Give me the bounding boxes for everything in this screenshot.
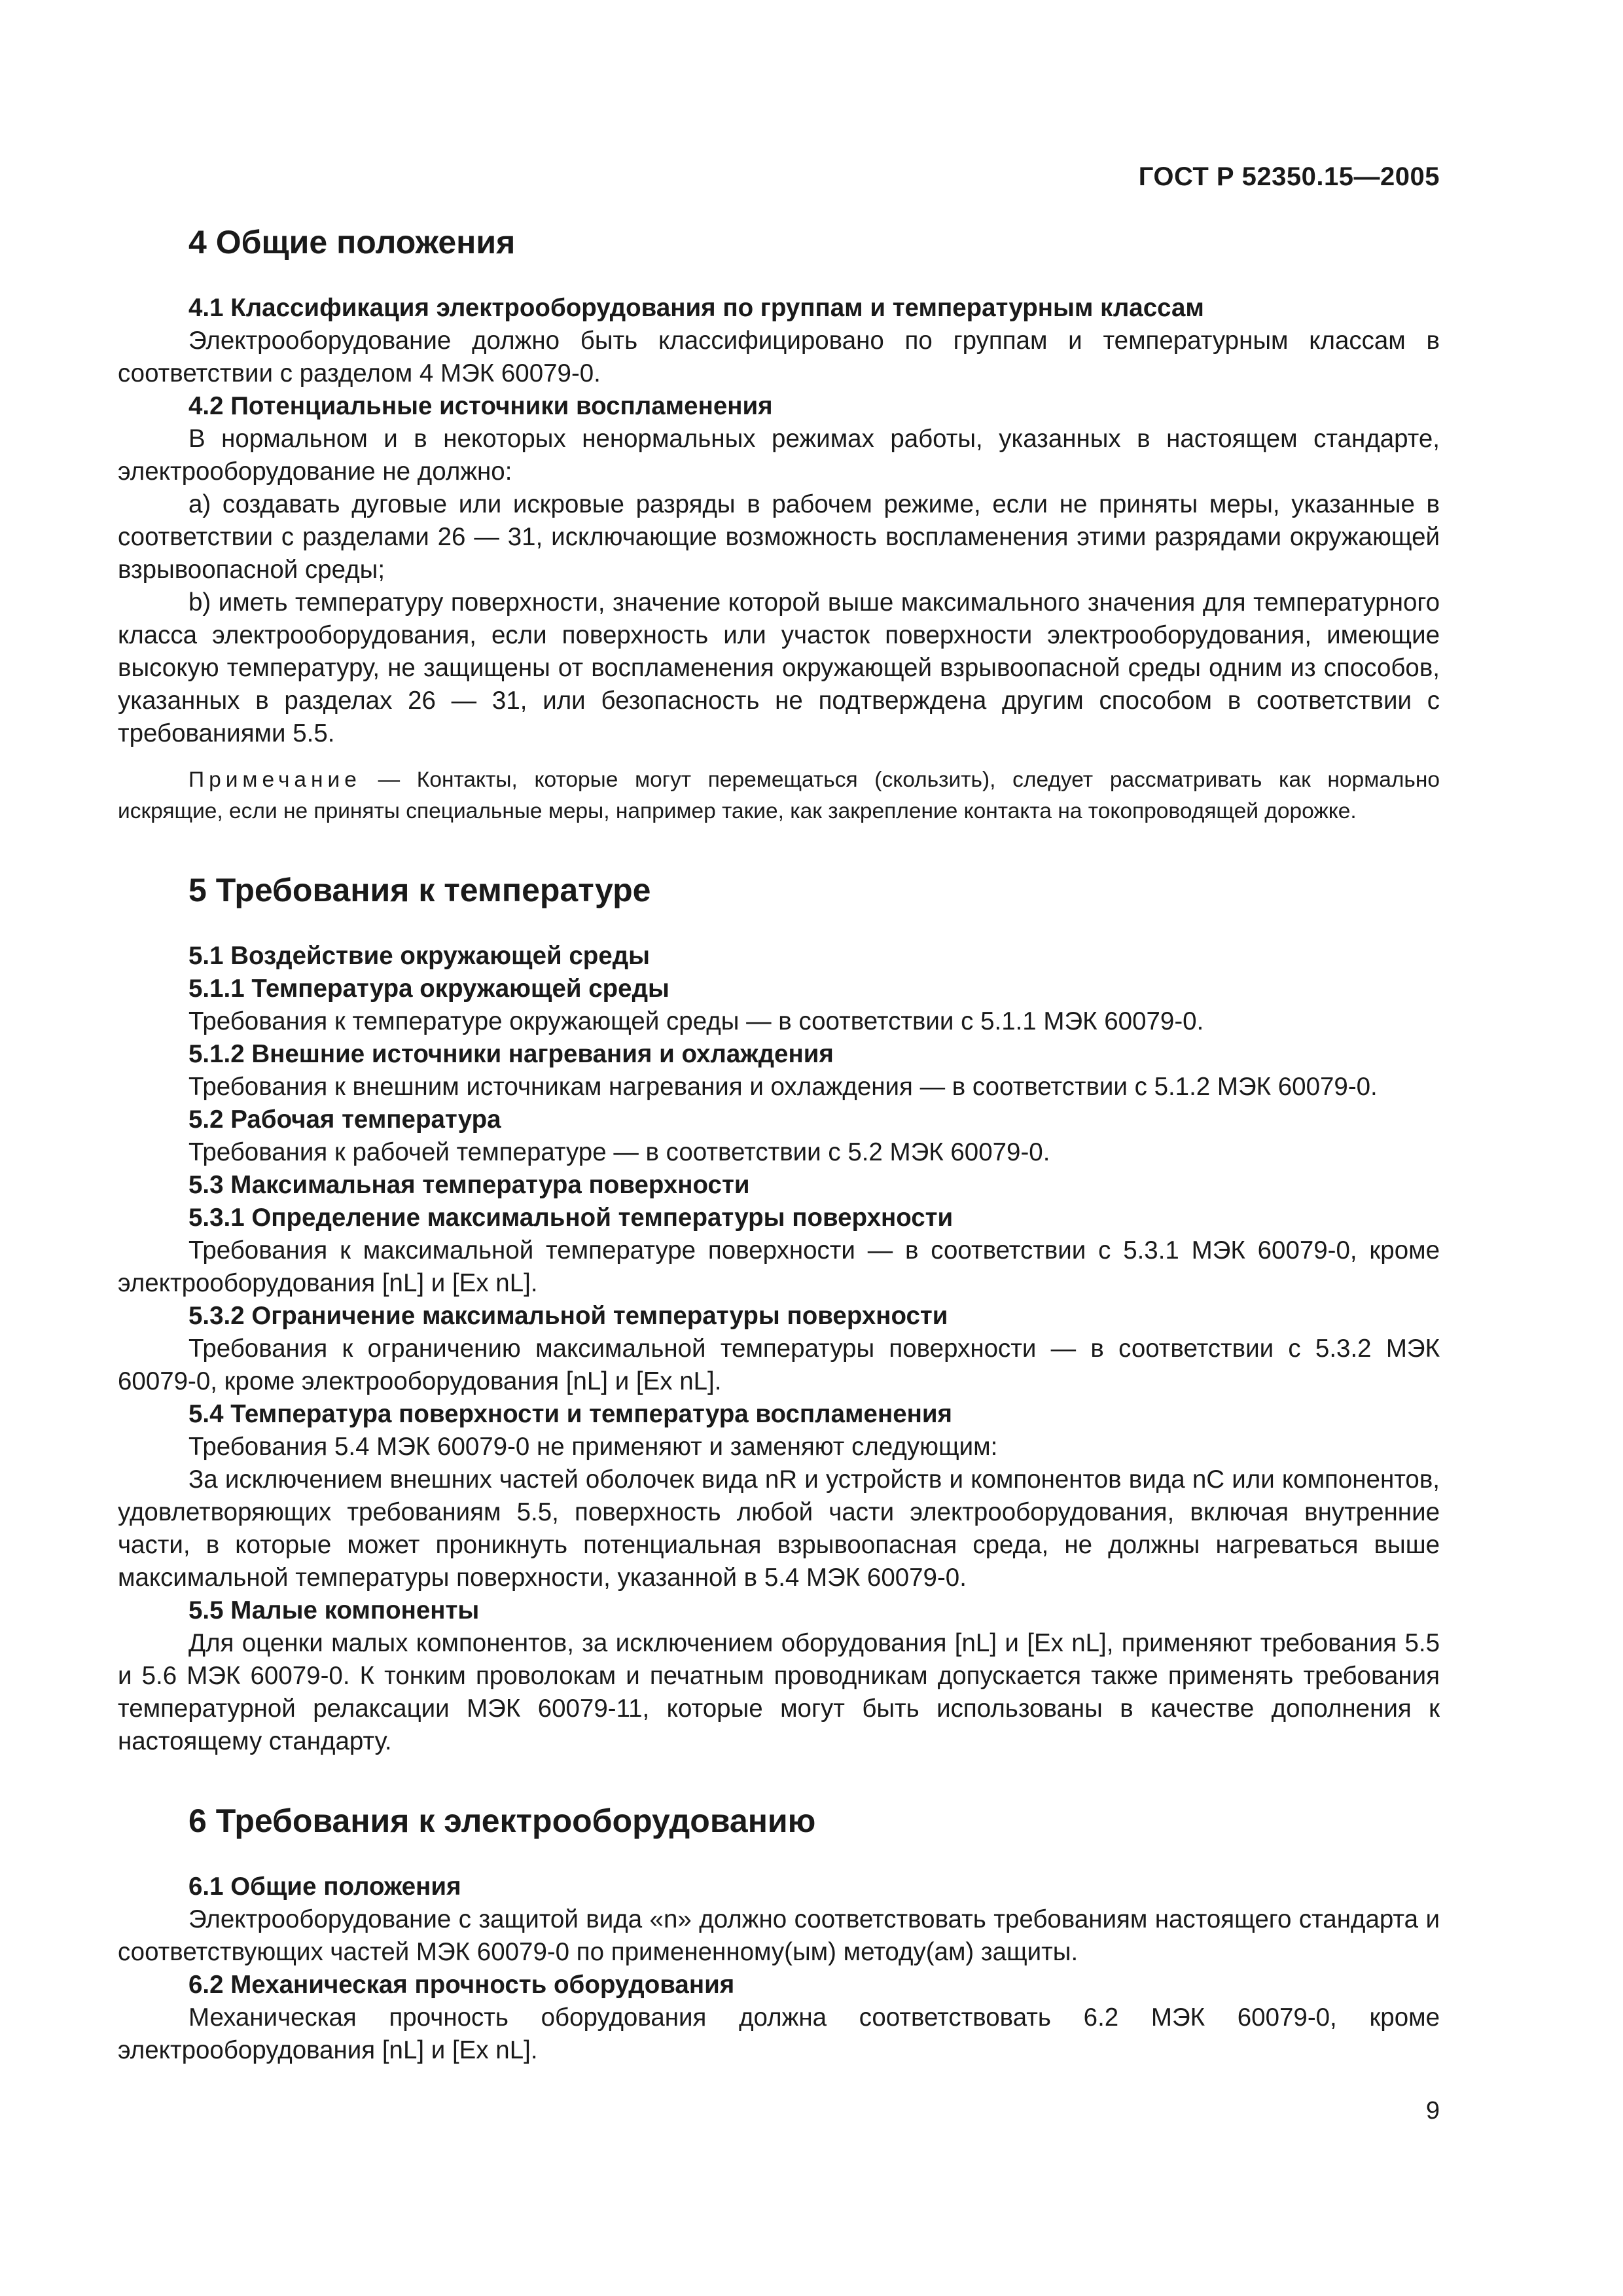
heading-5-3: 5.3 Максимальная температура поверхности <box>188 1171 750 1199</box>
paragraph-6-2: Механическая прочность оборудования должна соответствовать 6.2 МЭК 60079-0, кроме электрооборудования [nL] и [Ex nL]. <box>118 2003 1440 2064</box>
heading-4-1: 4.1 Классификация электрооборудования по группам и температурным классам <box>188 294 1204 322</box>
paragraph-5-1-1: Требования к температуре окружающей среды — в соответствии с 5.1.1 МЭК 60079-0. <box>188 1007 1204 1035</box>
paragraph-5-5: Для оценки малых компонентов, за исключением оборудования [nL] и [Ex nL], применяют требования 5.5 и 5.6 МЭК 60079-0. К тонким проволокам и печатным проводникам допускается также применять требования температурной релаксации МЭК 60079-11, которые могут быть использованы в качестве дополнения к настоящему стандарту. <box>118 1629 1440 1755</box>
paragraph-5-1-2: Требования к внешним источникам нагревания и охлаждения — в соответствии с 5.1.2 МЭК 60079-0. <box>188 1073 1378 1101</box>
paragraph-5-3-2: Требования к ограничению максимальной температуры поверхности — в соответствии с 5.3.2 МЭК 60079-0, кроме электрооборудования [nL] и [Ex nL]. <box>118 1335 1440 1395</box>
note-4-2 <box>118 764 1440 827</box>
heading-5-5: 5.5 Малые компоненты <box>188 1596 480 1624</box>
paragraph-4-1: Электрооборудование должно быть классифицировано по группам и температурным классам в соответствии с разделом 4 МЭК 60079-0. <box>118 327 1440 387</box>
paragraph-5-4-a: Требования 5.4 МЭК 60079-0 не применяют и заменяют следующим: <box>188 1433 998 1461</box>
heading-5-1: 5.1 Воздействие окружающей среды <box>188 942 651 970</box>
paragraph-4-2-b: b) иметь температуру поверхности, значение которой выше максимального значения для температурного класса электрооборудования, если поверхность или участок поверхности электрооборудования, имеющие высокую температуру, не защищены от воспламенения окружающей взрывоопасной среды одним из способов, указанных в разделах 26 — 31, или безопасность не подтверждена другим способом в соответствии с требованиями 5.5. <box>118 588 1440 747</box>
heading-5-1-1: 5.1.1 Температура окружающей среды <box>188 975 669 1003</box>
document-code: ГОСТ Р 52350.15—2005 <box>1138 162 1440 191</box>
heading-5-1-2: 5.1.2 Внешние источники нагревания и охлаждения <box>188 1040 834 1068</box>
heading-6-2: 6.2 Механическая прочность оборудования <box>188 1971 735 1999</box>
paragraph-5-4-b: За исключением внешних частей оболочек вида nR и устройств и компонентов вида nC или компонентов, удовлетворяющих требованиям 5.5, поверхность любой части электрооборудования, включая внутренние части, в которые может проникнуть потенциальная взрывоопасная среда, не должны нагреваться выше максимальной температуры поверхности, указанной в 5.4 МЭК 60079-0. <box>118 1465 1440 1592</box>
heading-5-2: 5.2 Рабочая температура <box>188 1105 501 1134</box>
paragraph-6-1: Электрооборудование с защитой вида «n» должно соответствовать требованиям настоящего стандарта и соответствующих частей МЭК 60079-0 по примененному(ым) методу(ам) защиты. <box>118 1905 1440 1966</box>
document-body <box>118 223 1440 2067</box>
paragraph-5-3-1: Требования к максимальной температуре поверхности — в соответствии с 5.3.1 МЭК 60079-0, кроме электрооборудования [nL] и [Ex nL]. <box>118 1236 1440 1297</box>
note-text: — Контакты, которые могут перемещаться (скользить), следует рассматривать как нормально искрящие, если не приняты специальные меры, например такие, как закрепление контакта на токопроводящей дорожке. <box>118 768 1440 823</box>
heading-4-2: 4.2 Потенциальные источники воспламенения <box>188 392 773 420</box>
heading-5-3-2: 5.3.2 Ограничение максимальной температуры поверхности <box>188 1302 948 1330</box>
page-number: 9 <box>1425 2097 1440 2125</box>
section-4-title: 4 Общие положения <box>188 224 516 260</box>
paragraph-5-2: Требования к рабочей температуре — в соответствии с 5.2 МЭК 60079-0. <box>188 1138 1050 1166</box>
paragraph-4-2: В нормальном и в некоторых ненормальных режимах работы, указанных в настоящем стандарте, электрооборудование не должно: <box>118 425 1440 486</box>
heading-5-4: 5.4 Температура поверхности и температура воспламенения <box>188 1400 952 1428</box>
heading-5-3-1: 5.3.1 Определение максимальной температуры поверхности <box>188 1204 954 1232</box>
section-5-title: 5 Требования к температуре <box>188 872 651 908</box>
paragraph-4-2-a: a) создавать дуговые или искровые разряды в рабочем режиме, если не приняты меры, указанные в соответствии с разделами 26 — 31, исключающие возможность воспламенения этими разрядами окружающей взрывоопасной среды; <box>118 490 1440 584</box>
heading-6-1: 6.1 Общие положения <box>188 1873 461 1901</box>
section-6-title: 6 Требования к электрооборудованию <box>188 1803 816 1839</box>
note-label: Примечание <box>188 768 361 792</box>
